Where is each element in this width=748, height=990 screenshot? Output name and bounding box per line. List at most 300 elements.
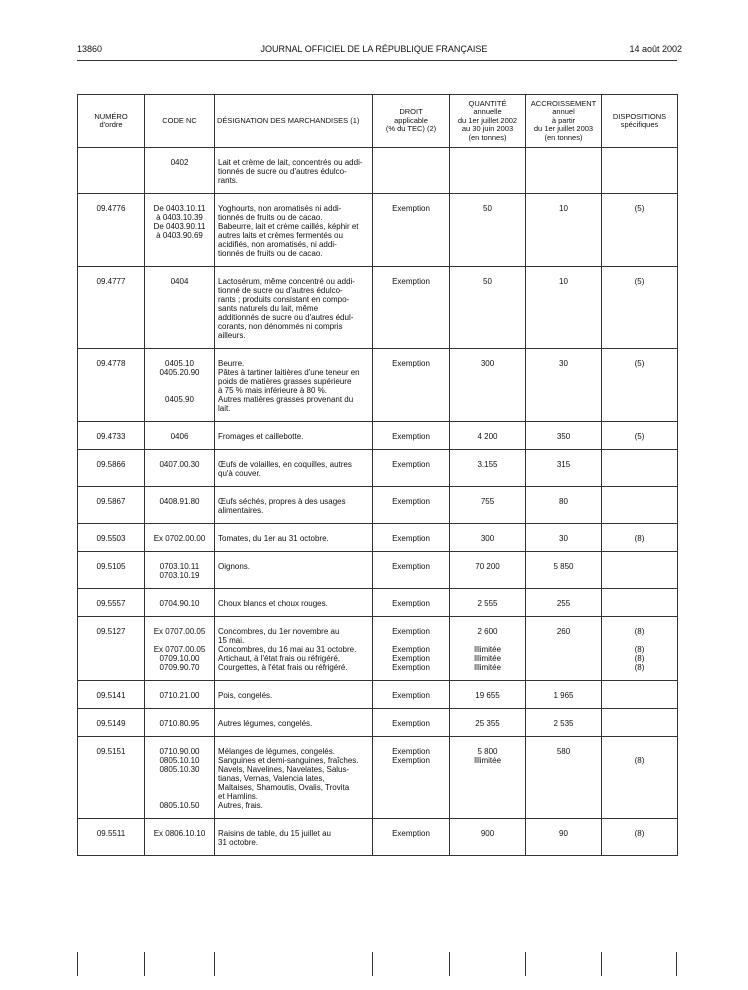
col-header-accroissement <box>526 95 602 148</box>
specific-provisions-cell <box>602 349 678 422</box>
table-row <box>78 148 678 194</box>
annual-quantity: 5 800 <box>477 747 498 756</box>
col-header-line: à partir <box>551 115 576 125</box>
goods-description: tionnés de fruits ou de cacao. <box>218 249 323 258</box>
nc-code <box>148 386 211 395</box>
specific-provisions: (8) <box>634 654 645 663</box>
goods-description: Maltaises, Shamoutis, Ovalis, Trovita <box>218 783 350 792</box>
annual-quantity <box>453 636 522 645</box>
annual-quantity-cell <box>450 589 526 617</box>
nc-code-cell <box>145 737 215 819</box>
col-header-quantite <box>450 95 526 148</box>
table-row <box>78 194 678 267</box>
order-number: 09.5867 <box>96 497 126 506</box>
col-header-line: DÉSIGNATION DES MARCHANDISES (1) <box>217 115 360 125</box>
table-row <box>78 450 678 487</box>
annual-quantity: 300 <box>480 534 495 543</box>
nc-code: 0405.10 <box>165 359 194 368</box>
goods-description: Œufs séchés, propres à des usages <box>218 497 346 506</box>
goods-description: 31 octobre. <box>218 838 259 847</box>
goods-description: Raisins de table, du 15 juillet au <box>218 829 331 838</box>
table-continuation <box>77 952 677 976</box>
duty-cell <box>373 737 450 819</box>
annual-increase-cell <box>526 617 602 681</box>
col-header-line: DROIT <box>399 107 423 117</box>
goods-description: Concombres, du 1er novembre au <box>218 627 340 636</box>
duty-cell <box>373 524 450 552</box>
goods-description: Concombres, du 16 mai au 31 octobre. <box>218 645 357 654</box>
annual-increase: 260 <box>556 627 571 636</box>
duty-cell <box>373 681 450 709</box>
annual-increase: 30 <box>559 534 568 543</box>
annual-increase: 10 <box>559 204 568 213</box>
table-row <box>78 819 678 856</box>
nc-code-cell <box>145 589 215 617</box>
nc-code: 0402 <box>170 158 189 167</box>
goods-description: Yoghourts, non aromatisés ni addi- <box>218 204 342 213</box>
annual-increase-cell <box>526 148 602 194</box>
col-header-designation <box>215 95 373 148</box>
annual-increase-cell <box>526 552 602 589</box>
goods-description: rants ; produits consistant en compo- <box>218 295 350 304</box>
goods-description: poids de matières grasses supérieure <box>218 377 352 386</box>
goods-description-cell <box>215 709 373 737</box>
table-row <box>78 589 678 617</box>
nc-code-cell <box>145 709 215 737</box>
order-number-cell <box>78 681 145 709</box>
specific-provisions-cell <box>602 422 678 450</box>
specific-provisions-cell <box>602 709 678 737</box>
col-header-line: (en tonnes) <box>544 132 583 142</box>
annual-quantity-cell <box>450 819 526 856</box>
goods-description: ailleurs. <box>218 331 246 340</box>
annual-increase-cell <box>526 589 602 617</box>
goods-description-cell <box>215 267 373 349</box>
goods-description-cell <box>215 617 373 681</box>
col-header-line: ACCROISSEMENT <box>530 98 597 108</box>
annual-quantity: 19 655 <box>475 691 500 700</box>
col-header-line: du 1er juillet 2003 <box>533 124 594 134</box>
annual-increase: 30 <box>559 359 568 368</box>
goods-description-cell <box>215 524 373 552</box>
order-number-cell <box>78 617 145 681</box>
annual-quantity: Illimitée <box>473 645 502 654</box>
annual-increase-cell <box>526 487 602 524</box>
nc-code: 0805.10.50 <box>159 801 200 810</box>
goods-description: Oignons. <box>218 562 251 571</box>
order-number: 09.5141 <box>96 691 126 700</box>
goods-description: autres laits et crèmes fermentés ou <box>218 231 343 240</box>
goods-description-cell <box>215 819 373 856</box>
annual-increase-cell <box>526 450 602 487</box>
order-number-cell <box>78 422 145 450</box>
annual-increase: 350 <box>556 432 571 441</box>
nc-code-cell <box>145 194 215 267</box>
goods-description: Navels, Navelines, Navelates, Salus- <box>218 765 350 774</box>
nc-code: 0404 <box>170 277 189 286</box>
nc-code: 0405.20.90 <box>159 368 200 377</box>
annual-quantity: 50 <box>483 204 492 213</box>
duty: Exemption <box>392 359 430 368</box>
col-header-code <box>145 95 215 148</box>
annual-increase-cell <box>526 422 602 450</box>
nc-code <box>148 774 211 783</box>
annual-quantity: 4 200 <box>477 432 498 441</box>
goods-description: Lactosérum, même concentré ou addi- <box>218 277 355 286</box>
nc-code-cell <box>145 148 215 194</box>
annual-increase-cell <box>526 267 602 349</box>
nc-code: 0406 <box>170 432 189 441</box>
goods-description: tionnés de sucre ou d'autres édulco- <box>218 167 347 176</box>
annual-quantity-cell <box>450 524 526 552</box>
duty: Exemption <box>392 756 430 765</box>
annual-increase: 580 <box>556 747 571 756</box>
goods-description: Beurre. <box>218 359 245 368</box>
col-header-line: DISPOSITIONS <box>612 111 667 121</box>
specific-provisions-cell <box>602 487 678 524</box>
duty-cell <box>373 148 450 194</box>
col-header-line: (% du TEC) (2) <box>385 124 437 134</box>
nc-code <box>148 636 211 645</box>
duty: Exemption <box>392 663 430 672</box>
goods-description: Œufs de volailles, en coquilles, autres <box>218 460 352 469</box>
nc-code-cell <box>145 617 215 681</box>
col-header-line: CODE NC <box>162 115 197 125</box>
table-row <box>78 349 678 422</box>
table-row <box>78 487 678 524</box>
nc-code <box>148 377 211 386</box>
annual-increase-cell <box>526 709 602 737</box>
duty-cell <box>373 194 450 267</box>
specific-provisions: (8) <box>634 627 645 636</box>
order-number-cell <box>78 819 145 856</box>
goods-description: et Hamlins. <box>218 792 259 801</box>
goods-description: Choux blancs et choux rouges. <box>218 599 328 608</box>
specific-provisions-cell <box>602 524 678 552</box>
order-number-cell <box>78 552 145 589</box>
goods-description: Tomates, du 1er au 31 octobre. <box>218 534 329 543</box>
duty-cell <box>373 487 450 524</box>
table-row <box>78 422 678 450</box>
table-row <box>78 709 678 737</box>
nc-code-cell <box>145 487 215 524</box>
order-number: 09.4777 <box>96 277 126 286</box>
duty-cell <box>373 552 450 589</box>
duty: Exemption <box>392 719 430 728</box>
duty-cell <box>373 709 450 737</box>
order-number-cell <box>78 267 145 349</box>
nc-code: 0408.91.80 <box>159 497 200 506</box>
nc-code: 0709.10.00 <box>159 654 200 663</box>
duty: Exemption <box>392 654 430 663</box>
goods-description: Sanguines et demi-sanguines, fraîches. <box>218 756 359 765</box>
goods-description: Autres légumes, congelés. <box>218 719 313 728</box>
duty-cell <box>373 589 450 617</box>
nc-code: 0703.10.19 <box>159 571 200 580</box>
duty: Exemption <box>392 277 430 286</box>
duty-cell <box>373 422 450 450</box>
duty: Exemption <box>392 562 430 571</box>
col-header-line: QUANTITÉ <box>468 98 507 108</box>
goods-description: lait. <box>218 404 231 413</box>
annual-increase: 1 965 <box>553 691 574 700</box>
annual-quantity-cell <box>450 552 526 589</box>
col-header-line: d'ordre <box>99 120 123 129</box>
order-number <box>81 158 141 167</box>
issue-date: 14 août 2002 <box>629 44 682 54</box>
table-row <box>78 617 678 681</box>
annual-quantity-cell <box>450 148 526 194</box>
specific-provisions-cell <box>602 194 678 267</box>
order-number: 09.5557 <box>96 599 126 608</box>
annual-quantity: Illimitée <box>473 654 502 663</box>
col-header-line: NUMÉRO <box>94 111 128 121</box>
goods-description: tianas, Vernas, Valencia lates, <box>218 774 325 783</box>
goods-description: corants, non dénommés ni compris <box>218 322 343 331</box>
col-header-line: annuelle <box>473 107 502 117</box>
annual-quantity: Illimitée <box>473 663 502 672</box>
duty: Exemption <box>392 204 430 213</box>
nc-code: 0704.90.10 <box>159 599 200 608</box>
order-number-cell <box>78 194 145 267</box>
specific-provisions: (5) <box>634 359 645 368</box>
nc-code <box>148 792 211 801</box>
nc-code-cell <box>145 552 215 589</box>
specific-provisions <box>605 636 674 645</box>
nc-code-cell <box>145 819 215 856</box>
order-number: 09.5127 <box>96 627 126 636</box>
order-number-cell <box>78 148 145 194</box>
goods-description: Courgettes, à l'état frais ou réfrigéré. <box>218 663 348 672</box>
order-number-cell <box>78 737 145 819</box>
annual-quantity-cell <box>450 709 526 737</box>
goods-description: 15 mai. <box>218 636 245 645</box>
goods-description: Autres, frais. <box>218 801 263 810</box>
specific-provisions: (5) <box>634 277 645 286</box>
order-number: 09.5511 <box>96 829 126 838</box>
annual-quantity: 3.155 <box>477 460 498 469</box>
order-number-cell <box>78 450 145 487</box>
goods-description: Pâtes à tartiner laitières d'une teneur en <box>218 368 360 377</box>
nc-code: 0710.90.00 <box>159 747 200 756</box>
nc-code: Ex 0707.00.05 <box>153 627 206 636</box>
duty: Exemption <box>392 829 430 838</box>
nc-code: De 0403.90.11 <box>153 222 206 231</box>
annual-increase: 90 <box>559 829 568 838</box>
order-number: 09.5151 <box>96 747 126 756</box>
col-header-line: annuel <box>552 107 575 117</box>
nc-code: De 0403.10.11 <box>153 204 206 213</box>
annual-quantity: 2 555 <box>477 599 498 608</box>
annual-increase-cell <box>526 349 602 422</box>
nc-code-cell <box>145 524 215 552</box>
annual-increase-cell <box>526 194 602 267</box>
annual-quantity: Illimitée <box>473 756 502 765</box>
col-header-line: du 1er juillet 2002 <box>457 115 518 125</box>
specific-provisions-cell <box>602 819 678 856</box>
nc-code: 0709.90.70 <box>159 663 200 672</box>
goods-description-cell <box>215 148 373 194</box>
goods-description: Autres matières grasses provenant du <box>218 395 354 404</box>
table-row <box>78 552 678 589</box>
duty: Exemption <box>392 627 430 636</box>
nc-code: 0710.21.00 <box>159 691 200 700</box>
nc-code: Ex 0707.00.05 <box>153 645 206 654</box>
header-rule <box>77 60 677 61</box>
duty-cell <box>373 819 450 856</box>
col-header-numero <box>78 95 145 148</box>
table-row <box>78 267 678 349</box>
specific-provisions-cell <box>602 267 678 349</box>
specific-provisions: (8) <box>634 645 645 654</box>
goods-description: Fromages et caillebotte. <box>218 432 304 441</box>
goods-description: Babeurre, lait et crème caillés, képhir et <box>218 222 359 231</box>
annual-quantity-cell <box>450 450 526 487</box>
nc-code-cell <box>145 267 215 349</box>
duty-cell <box>373 349 450 422</box>
goods-description: alimentaires. <box>218 506 264 515</box>
specific-provisions-cell <box>602 450 678 487</box>
annual-quantity: 900 <box>480 829 495 838</box>
annual-quantity: 2 600 <box>477 627 498 636</box>
col-header-line: (en tonnes) <box>468 132 507 142</box>
goods-description: Artichaut, à l'état frais ou réfrigéré. <box>218 654 341 663</box>
col-header-line: applicable <box>394 115 428 125</box>
annual-increase: 5 850 <box>553 562 574 571</box>
annual-quantity-cell <box>450 617 526 681</box>
goods-description-cell <box>215 450 373 487</box>
table-row <box>78 524 678 552</box>
specific-provisions-cell <box>602 737 678 819</box>
duty: Exemption <box>392 645 430 654</box>
col-header-dispositions <box>602 95 678 148</box>
goods-description: à 75 % mais inférieure à 80 %. <box>218 386 327 395</box>
duty: Exemption <box>392 747 430 756</box>
nc-code: 0805.10.10 <box>159 756 200 765</box>
order-number: 09.5503 <box>96 534 126 543</box>
goods-description-cell <box>215 349 373 422</box>
annual-increase: 255 <box>556 599 571 608</box>
nc-code: Ex 0806.10.10 <box>153 829 206 838</box>
annual-quantity-cell <box>450 737 526 819</box>
annual-quantity-cell <box>450 681 526 709</box>
goods-description: rants. <box>218 176 239 185</box>
table-row <box>78 737 678 819</box>
duty: Exemption <box>392 691 430 700</box>
nc-code: à 0403.10.39 <box>156 213 203 222</box>
nc-code: 0710.80.95 <box>159 719 200 728</box>
goods-description: tionnés de fruits ou de cacao. <box>218 213 323 222</box>
order-number: 09.5105 <box>96 562 126 571</box>
goods-description-cell <box>215 487 373 524</box>
goods-description: Pois, congelés. <box>218 691 273 700</box>
table-row <box>78 681 678 709</box>
order-number: 09.5866 <box>96 460 126 469</box>
order-number: 09.4776 <box>96 204 126 213</box>
duty: Exemption <box>392 534 430 543</box>
goods-description-cell <box>215 681 373 709</box>
col-header-line: au 30 juin 2003 <box>461 124 514 134</box>
annual-quantity-cell <box>450 349 526 422</box>
goods-description: Mélanges de légumes, congelés. <box>218 747 335 756</box>
specific-provisions-cell <box>602 617 678 681</box>
order-number: 09.4778 <box>96 359 126 368</box>
goods-description: additionnés de sucre ou d'autres édul- <box>218 313 354 322</box>
specific-provisions-cell <box>602 552 678 589</box>
annual-increase: 80 <box>559 497 568 506</box>
order-number-cell <box>78 589 145 617</box>
col-header-droit <box>373 95 450 148</box>
goods-description: tionné de sucre ou d'autres édulco- <box>218 286 343 295</box>
goods-description: sants naturels du lait, même <box>218 304 319 313</box>
annual-increase-cell <box>526 819 602 856</box>
goods-description-cell <box>215 194 373 267</box>
order-number-cell <box>78 349 145 422</box>
goods-description-cell <box>215 589 373 617</box>
tariff-table <box>77 94 678 856</box>
annual-quantity: 50 <box>483 277 492 286</box>
annual-increase: 2 535 <box>553 719 574 728</box>
duty-cell <box>373 267 450 349</box>
annual-quantity-cell <box>450 194 526 267</box>
annual-quantity: 300 <box>480 359 495 368</box>
nc-code <box>148 783 211 792</box>
nc-code: 0407.00.30 <box>159 460 200 469</box>
annual-increase-cell <box>526 524 602 552</box>
nc-code-cell <box>145 422 215 450</box>
order-number-cell <box>78 524 145 552</box>
duty <box>376 636 446 645</box>
col-header-line: spécifiques <box>620 120 659 129</box>
nc-code: 0405.90 <box>165 395 194 404</box>
order-number: 09.5149 <box>96 719 126 728</box>
annual-quantity-cell <box>450 267 526 349</box>
nc-code: 0703.10.11 <box>159 562 200 571</box>
annual-increase: 315 <box>556 460 571 469</box>
duty: Exemption <box>392 432 430 441</box>
annual-quantity-cell <box>450 422 526 450</box>
specific-provisions: (8) <box>634 756 645 765</box>
order-number: 09.4733 <box>96 432 126 441</box>
duty: Exemption <box>392 599 430 608</box>
page-number: 13860 <box>77 44 103 54</box>
annual-quantity: 25 355 <box>475 719 500 728</box>
specific-provisions-cell <box>602 589 678 617</box>
journal-title: JOURNAL OFFICIEL DE LA RÉPUBLIQUE FRANÇAISE <box>260 44 488 54</box>
goods-description-cell <box>215 552 373 589</box>
specific-provisions-cell <box>602 681 678 709</box>
duty-cell <box>373 450 450 487</box>
goods-description-cell <box>215 737 373 819</box>
annual-quantity-cell <box>450 487 526 524</box>
nc-code-cell <box>145 450 215 487</box>
nc-code-cell <box>145 349 215 422</box>
nc-code: 0805.10.30 <box>159 765 200 774</box>
specific-provisions: (5) <box>634 432 645 441</box>
specific-provisions: (8) <box>634 829 645 838</box>
duty-cell <box>373 617 450 681</box>
annual-quantity: 755 <box>480 497 495 506</box>
specific-provisions: (8) <box>634 663 645 672</box>
nc-code-cell <box>145 681 215 709</box>
annual-increase-cell <box>526 737 602 819</box>
goods-description: acidifiés, non aromatisés, ni addi- <box>218 240 337 249</box>
order-number-cell <box>78 709 145 737</box>
goods-description: Lait et crème de lait, concentrés ou addi- <box>218 158 363 167</box>
specific-provisions: (5) <box>634 204 645 213</box>
specific-provisions-cell <box>602 148 678 194</box>
annual-increase-cell <box>526 681 602 709</box>
